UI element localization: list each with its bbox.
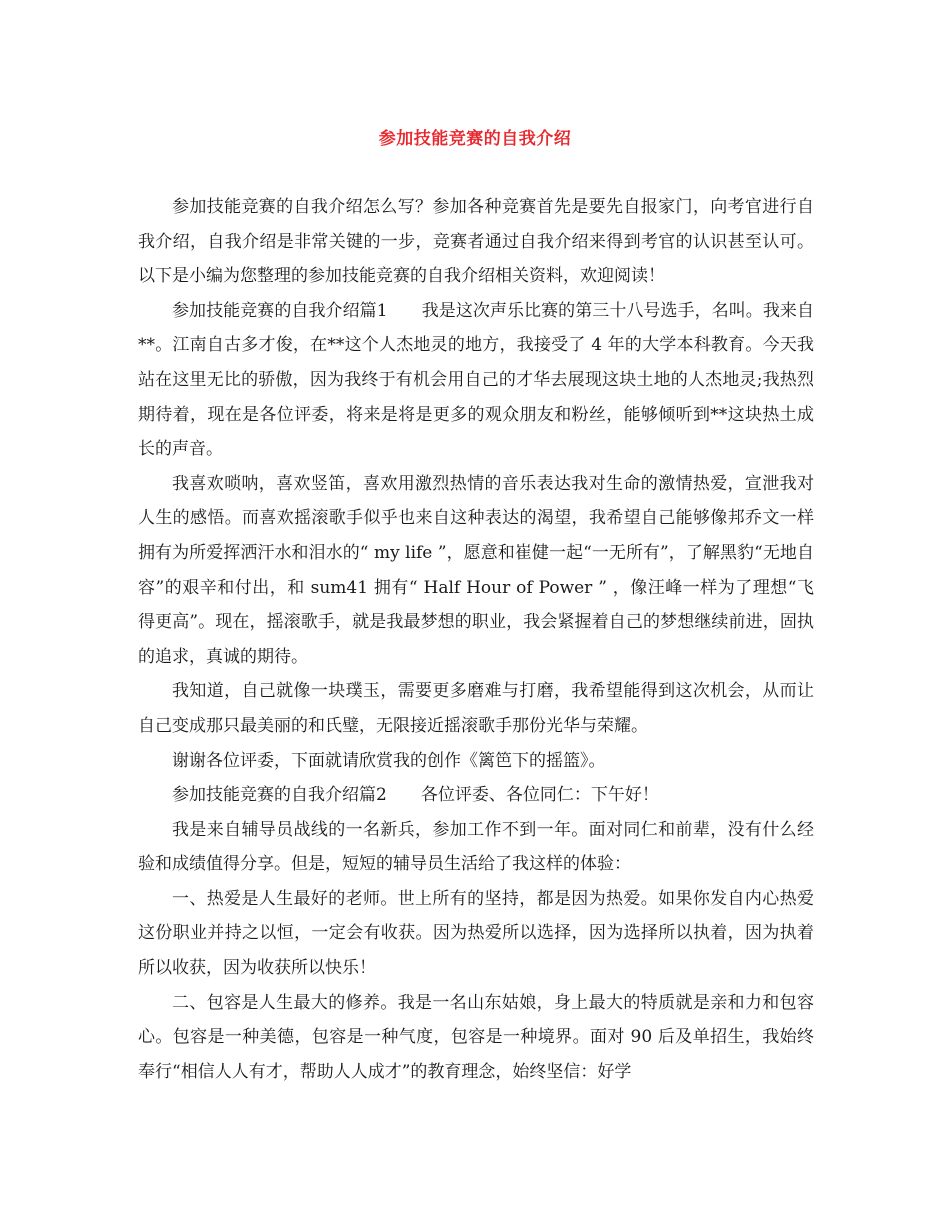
paragraph-part1-aspiration: 我知道，自己就像一块璞玉，需要更多磨难与打磨，我希望能得到这次机会，从而让自己变成那只最美丽的和氏璧，无限接近摇滚歌手那份光华与荣耀。 — [138, 681, 814, 736]
document-body — [138, 190, 814, 1089]
paragraph-part2-greeting: 参加技能竞赛的自我介绍篇2 各位评委、各位同仁：下午好！ — [172, 785, 659, 806]
paragraph-intro: 参加技能竞赛的自我介绍怎么写？参加各种竞赛首先是要先自报家门，向考官进行自我介绍，自我介绍是非常关键的一步，竞赛者通过自我介绍来得到考官的认识甚至认可。以下是小编为您整理的参加技能竞赛的自我介绍相关资料，欢迎阅读！ — [138, 197, 814, 287]
paragraph-part1-opening: 参加技能竞赛的自我介绍篇1 我是这次声乐比赛的第三十八号选手，名叫。我来自**。江南自古多才俊，在**这个人杰地灵的地方，我接受了 4 年的大学本科教育。今天我站在这里无比的骄傲，因为我终于有机会用自己的才华去展现这块土地的人杰地灵;我热烈期待着，现在是各位评委，将来是将是更多的观众朋友和粉丝，能够倾听到**这块热土成长的声音。 — [138, 300, 814, 460]
paragraph-part1-hobbies: 我喜欢唢呐，喜欢竖笛，喜欢用激烈热情的音乐表达我对生命的激情热爱，宣泄我对人生的感悟。而喜欢摇滚歌手似乎也来自这种表达的渴望，我希望自己能够像邦乔文一样拥有为所爱挥洒汗水和泪水的“ my life ”，愿意和崔健一起“一无所有”，了解黑豹“无地自容”的艰辛和付出，和 sum41 拥有“ Half Hour of Power ” ，像汪峰一样为了理想“飞得更高”。现在，摇滚歌手，就是我最梦想的职业，我会紧握着自己的梦想继续前进，固执的追求，真诚的期待。 — [138, 473, 814, 667]
paragraph-part2-intro: 我是来自辅导员战线的一名新兵，参加工作不到一年。面对同仁和前辈，没有什么经验和成绩值得分享。但是，短短的辅导员生活给了我这样的体验： — [138, 819, 814, 875]
document-title: 参加技能竞赛的自我介绍 — [378, 129, 572, 149]
paragraph-part2-point1: 一、热爱是人生最好的老师。世上所有的坚持，都是因为热爱。如果你发自内心热爱这份职业并持之以恒，一定会有收获。因为热爱所以选择，因为选择所以执着，因为执着所以收获，因为收获所以快乐！ — [138, 888, 814, 979]
paragraph-part2-point2: 二、包容是人生最大的修养。我是一名山东姑娘，身上最大的特质就是亲和力和包容心。包容是一种美德，包容是一种气度，包容是一种境界。面对 90 后及单招生，我始终奉行“相信人人有才，帮助人人成才”的教育理念，始终坚信：好学 — [138, 992, 814, 1082]
paragraph-part1-thanks: 谢谢各位评委，下面就请欣赏我的创作《篱笆下的摇篮》。 — [172, 750, 606, 771]
